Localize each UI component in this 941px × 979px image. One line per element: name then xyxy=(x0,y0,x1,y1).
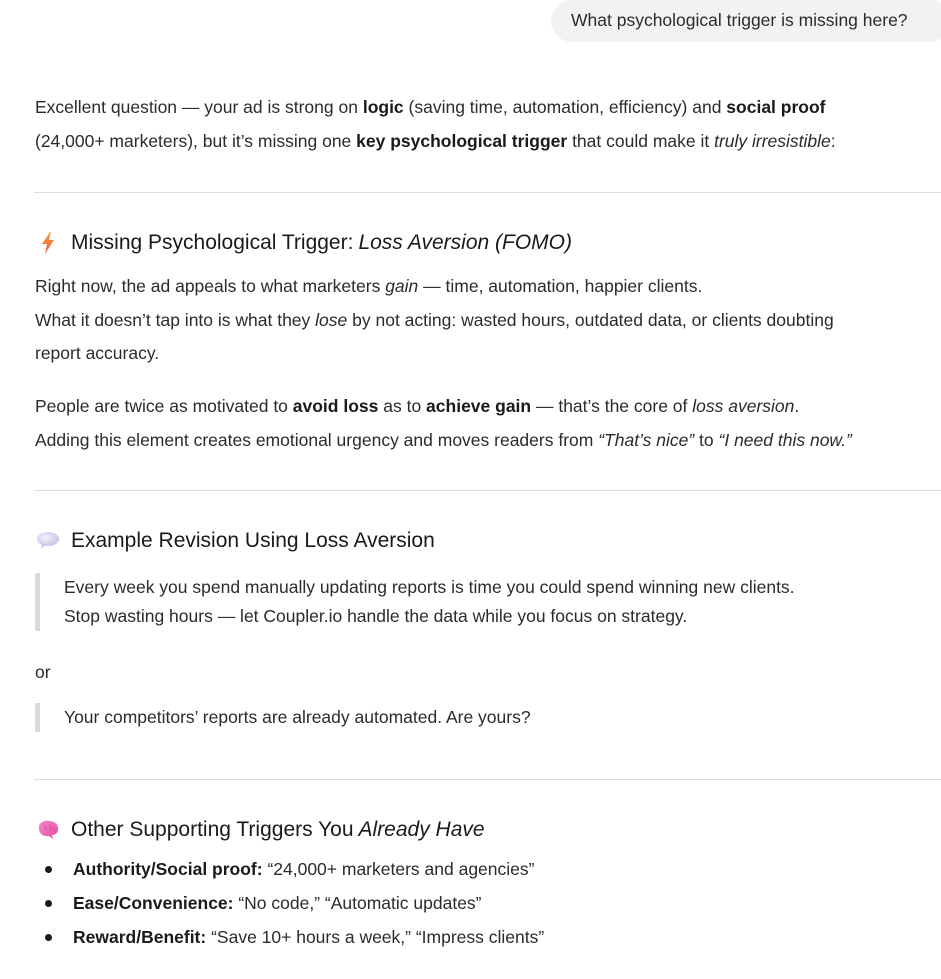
bold-text: logic xyxy=(362,97,404,117)
heading-text: Example Revision Using Loss Aversion xyxy=(71,529,435,552)
text: What it doesn’t tap into is what they xyxy=(35,309,316,330)
italic-text: loss aversion xyxy=(692,396,795,416)
user-message-bubble xyxy=(551,0,941,42)
italic-text: “That’s nice” xyxy=(598,429,695,450)
text: — time, automation, happier clients. xyxy=(418,276,703,296)
list-item xyxy=(35,920,544,954)
lightning-icon xyxy=(35,231,61,255)
italic-text: “I need this now.” xyxy=(718,429,852,450)
bullet-icon xyxy=(45,934,52,941)
speech-bubble-icon xyxy=(35,529,61,553)
intro-paragraph xyxy=(35,91,935,158)
list-item xyxy=(35,852,544,886)
brain-icon xyxy=(35,818,61,842)
bold-text: key psychological trigger xyxy=(356,130,568,151)
bold-text: social proof xyxy=(726,97,826,117)
text: Adding this element creates emotional urgency and moves readers from xyxy=(35,429,599,450)
quote-line: Your competitors’ reports are already automated. Are yours? xyxy=(64,707,531,727)
item-text: “No code,” “Automatic updates” xyxy=(233,893,482,913)
item-text: “Save 10+ hours a week,” “Impress clients” xyxy=(206,927,545,947)
divider xyxy=(34,192,941,193)
text: . xyxy=(794,396,800,416)
heading-text: Missing Psychological Trigger: xyxy=(71,231,354,254)
text: Right now, the ad appeals to what marketers xyxy=(35,276,386,296)
text: (saving time, automation, efficiency) and xyxy=(403,97,727,117)
heading-italic-text: Loss Aversion (FOMO) xyxy=(358,231,573,254)
blockquote-example-2 xyxy=(35,703,531,732)
item-label: Ease/Convenience: xyxy=(73,893,234,913)
bold-text: avoid loss xyxy=(292,396,379,416)
italic-text: gain xyxy=(385,276,419,296)
line xyxy=(35,390,935,424)
quote-line: Every week you spend manually updating reports is time you could spend winning new clients. xyxy=(64,577,795,597)
section1-paragraph-2 xyxy=(35,390,935,457)
line xyxy=(35,304,935,338)
heading-text: Other Supporting Triggers You xyxy=(71,818,354,841)
bullet-icon xyxy=(45,900,52,907)
text: Excellent question — your ad is strong on xyxy=(35,97,363,117)
intro-line-2 xyxy=(35,125,935,159)
item-label: Authority/Social proof: xyxy=(73,859,263,879)
line: report accuracy. xyxy=(35,343,160,363)
quote-line: Stop wasting hours — let Coupler.io handle the data while you focus on strategy. xyxy=(64,606,688,626)
line xyxy=(35,424,935,458)
text: (24,000+ marketers), but it’s missing one xyxy=(35,130,357,151)
section-heading-missing-trigger xyxy=(35,231,572,255)
section-heading-supporting-triggers xyxy=(35,818,485,842)
divider xyxy=(34,490,941,491)
text: by not acting: wasted hours, outdated data, or clients doubting xyxy=(347,309,834,330)
bullet-icon xyxy=(45,866,52,873)
bold-text: achieve gain xyxy=(426,396,532,416)
heading-italic-text: Already Have xyxy=(358,818,485,841)
item-label: Reward/Benefit: xyxy=(73,927,207,947)
section-heading-example-revision xyxy=(35,529,435,553)
list-item xyxy=(35,886,544,920)
line xyxy=(35,270,935,304)
intro-line-1 xyxy=(35,91,935,125)
or-text: or xyxy=(35,662,51,682)
text: — that’s the core of xyxy=(531,396,693,416)
section1-paragraph-1 xyxy=(35,270,935,371)
user-message-text: What psychological trigger is missing here? xyxy=(571,10,908,30)
supporting-triggers-list xyxy=(35,852,544,954)
italic-text: lose xyxy=(315,309,348,330)
italic-text: truly irresistible xyxy=(714,130,831,151)
divider xyxy=(34,779,941,780)
text: that could make it xyxy=(567,130,715,151)
text: People are twice as motivated to xyxy=(35,396,293,416)
text: as to xyxy=(378,396,427,416)
blockquote-example-1 xyxy=(35,573,795,631)
text: to xyxy=(694,429,719,450)
text: : xyxy=(830,130,836,151)
item-text: “24,000+ marketers and agencies” xyxy=(262,859,535,879)
